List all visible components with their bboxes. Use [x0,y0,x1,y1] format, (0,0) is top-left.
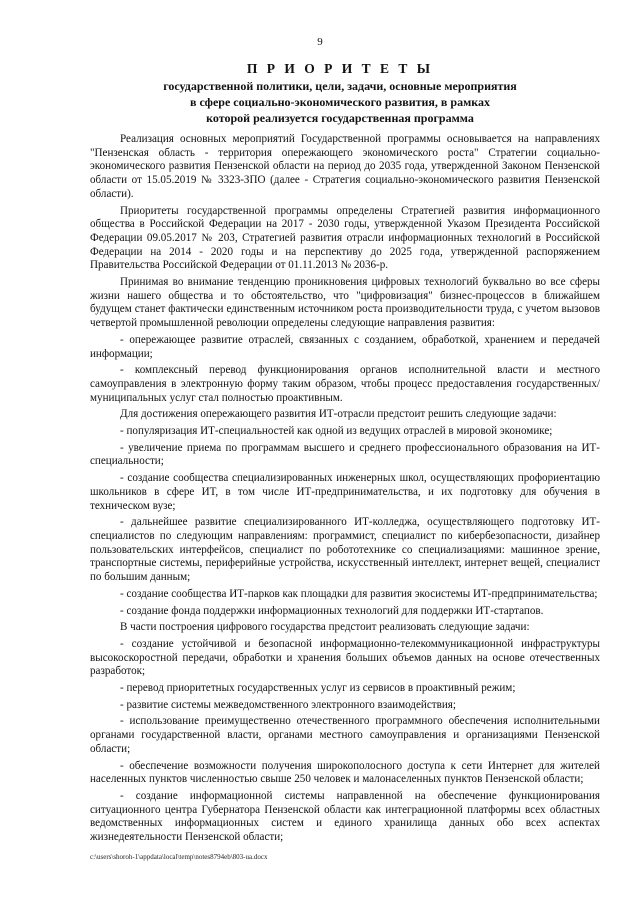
list-item: - развитие системы межведомственного электронного взаимодействия; [120,698,456,711]
heading-line: государственной политики, цели, задачи, основные мероприятия [163,79,517,93]
paragraph: Реализация основных мероприятий Государственной программы основывается на направлениях "Пензенская область - территория опережающего экономического роста" Стратегии социально-экономического развития Пензенской области на период до 2035 года, утвержденной Законом Пензенской области от 15.05.2019 № 3323-ЗПО (далее - Стратегия социально-экономического развития Пензенской области). [90,133,600,200]
heading-line: которой реализуется государственная программа [206,111,474,125]
list-item: - создание устойчивой и безопасной информационно-телекоммуникационной инфраструктуры высокоскоростной передачи, обработки и хранения больших объемов данных на основе отечественных разработок; [90,637,600,678]
list-item: - комплексный перевод функционирования органов исполнительной власти и местного самоуправления в электронную форму таким образом, чтобы процесс предоставления государственных/муниципальных услуг стал полностью проактивным. [90,364,600,404]
paragraph: Принимая во внимание тенденцию проникновения цифровых технологий буквально во все сферы жизни нашего общества и то обстоятельство, что "цифровизация" бизнес-процессов в ближайшем будущем станет фактически единственным источником роста производительности труда, с учетом вызовов четвертой промышленной революции определены следующие направления развития: [90,276,600,330]
list-item: - создание сообщества специализированных инженерных школ, осуществляющих профориентацию школьников в сфере ИТ, в том числе ИТ-предпринимательства, и их подготовку для обучения в техническом вузе; [90,472,600,512]
list-item: - опережающее развитие отраслей, связанных с созданием, обработкой, хранением и передачей информации; [90,333,600,360]
section-heading [90,60,590,126]
list-item: - создание сообщества ИТ-парков как площадки для развития экосистемы ИТ-предпринимательства; [120,587,598,600]
paragraph: Для достижения опережающего развития ИТ-отрасли предстоит решить следующие задачи: [120,408,557,421]
list-item: - перевод приоритетных государственных услуг из сервисов в проактивный режим; [120,682,516,695]
list-item: - популяризация ИТ-специальностей как одной из ведущих отраслей в мировой экономике; [120,425,553,438]
list-item: - дальнейшее развитие специализированного ИТ-колледжа, осуществляющего подготовку ИТ-специалистов по следующим направлениям: программист, специалист по кибербезопасности, дизайнер пользовательских интерфейсов, специалист по робототехнике со специализациями: машинное зрение, транспортные системы, периферийные устройства, искусственный интеллект, интернет вещей, специалист по большим данным; [90,516,600,584]
list-item: - увеличение приема по программам высшего и среднего профессионального образования на ИТ-специальности; [90,441,600,468]
list-item: - создание информационной системы направленной на обеспечение функционирования ситуационного центра Губернатора Пензенской области как интеграционной платформы всех областных ведомственных информационных систем и единого хранилища данных обо всех аспектах жизнедеятельности Пензенской области; [90,789,600,844]
heading-line: в сфере социально-экономического развития, в рамках [190,95,490,109]
document-body [90,133,600,845]
list-item: - создание фонда поддержки информационных технологий для поддержки ИТ-стартапов. [120,604,544,617]
paragraph: В части построения цифрового государства предстоит реализовать следующие задачи: [120,621,530,634]
page-number: 9 [317,36,323,48]
paragraph: Приоритеты государственной программы определены Стратегией развития информационного общества в Российской Федерации на 2017 - 2030 годы, утвержденной Указом Президента Российской Федерации 09.05.2017 № 203, Стратегией развития отрасли информационных технологий в Российской Федерации на 2014 - 2020 годы и на перспективу до 2025 года, утвержденной распоряжением Правительства Российской Федерации от 01.11.2013 № 2036-р. [90,204,600,272]
list-item: - использование преимущественно отечественного программного обеспечения исполнительными органами государственной власти, органами местного самоуправления и организациями Пензенской области; [90,715,600,755]
heading-title: П Р И О Р И Т Е Т Ы [246,61,434,76]
list-item: - обеспечение возможности получения широкополосного доступа к сети Интернет для жителей населенных пунктов численностью свыше 250 человек и малонаселенных пунктов Пензенской области; [90,759,600,786]
file-path-footer: c:\users\shoroh-1\appdata\local\temp\notes8794eb\803-ua.docx [90,853,268,861]
